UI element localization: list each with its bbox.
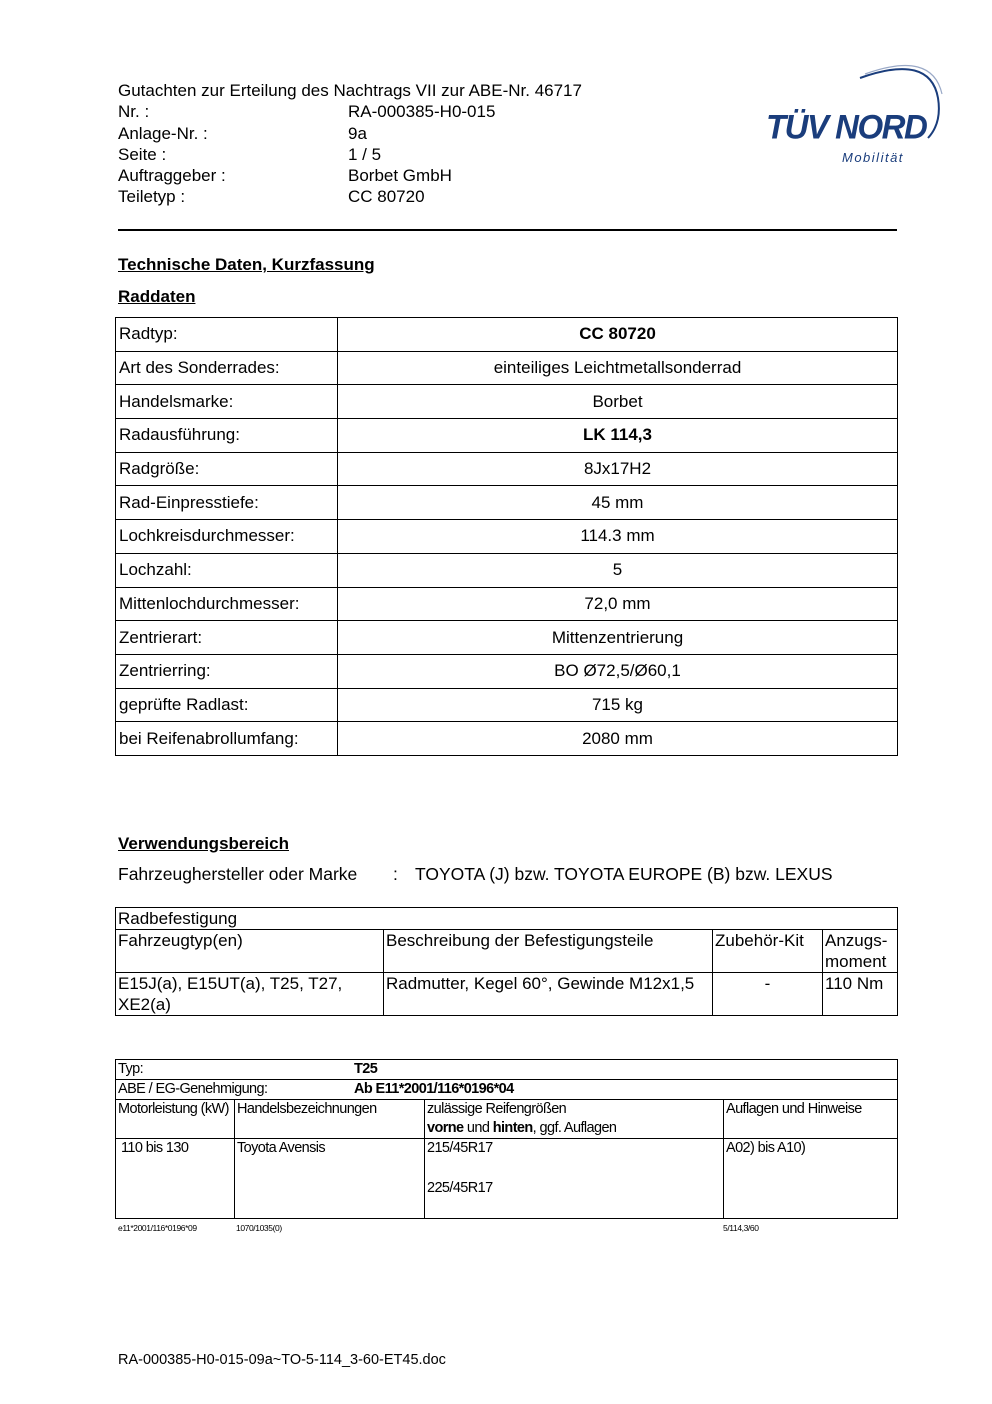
reifen-header-vorne: vorne — [427, 1120, 464, 1136]
table-row — [116, 973, 898, 1016]
row-label: Mittenlochdurchmesser: — [116, 587, 338, 621]
table-row — [116, 1139, 898, 1219]
header-field-label: Nr. : — [118, 102, 150, 122]
table-row — [116, 1060, 898, 1080]
reifen-header-text: zulässige Reifengrößen — [427, 1101, 567, 1117]
row-label: Lochzahl: — [116, 553, 338, 587]
tuv-nord-logo — [760, 58, 950, 173]
table-row — [116, 318, 898, 352]
radbefestigung-table — [115, 907, 898, 1016]
header-field-value: Borbet GmbH — [348, 166, 452, 186]
row-label: Zentrierart: — [116, 621, 338, 655]
row-label: Lochkreisdurchmesser: — [116, 520, 338, 554]
logo-subtitle: Mobilität — [842, 150, 904, 165]
table-cell: 110 bis 130 — [116, 1139, 235, 1219]
row-value: 5 — [338, 553, 898, 587]
column-header: Handelsbezeichnungen — [235, 1100, 425, 1139]
table-header-row — [116, 930, 898, 973]
fahrzeughersteller-line — [118, 864, 833, 885]
row-label: Rad-Einpresstiefe: — [116, 486, 338, 520]
row-value: LK 114,3 — [338, 419, 898, 453]
reifen-header-und: und — [463, 1120, 493, 1136]
section-heading-verwendungsbereich: Verwendungsbereich — [118, 834, 289, 853]
row-value: Borbet — [338, 385, 898, 419]
row-label: Radausführung: — [116, 419, 338, 453]
header-field-value: CC 80720 — [348, 187, 425, 207]
header-field-value: 9a — [348, 123, 367, 143]
row-value: 715 kg — [338, 688, 898, 722]
document-title: Gutachten zur Erteilung des Nachtrags VII zur ABE-Nr. 46717 — [118, 81, 582, 100]
row-label: Zentrierring: — [116, 654, 338, 688]
column-header: Motorleistung (kW) — [116, 1100, 235, 1139]
header-field-label: Anlage-Nr. : — [118, 123, 208, 143]
document-header — [118, 80, 582, 208]
reifen-value: 215/45R17 — [427, 1140, 493, 1156]
header-field-label: Teiletyp : — [118, 187, 186, 207]
reifen-header-hinten: hinten — [492, 1120, 533, 1136]
abe-row — [116, 1080, 898, 1100]
table-cell: Toyota Avensis — [235, 1139, 425, 1219]
table-row — [116, 908, 898, 930]
fahrzeughersteller-colon: : — [393, 864, 398, 884]
table-row — [116, 722, 898, 756]
typ-table — [115, 1059, 898, 1219]
header-field — [118, 165, 582, 186]
document-footer-filename: RA-000385-H0-015-09a~TO-5-114_3-60-ET45.doc — [118, 1352, 446, 1368]
row-value: 72,0 mm — [338, 587, 898, 621]
table-row — [116, 587, 898, 621]
column-header: Beschreibung der Befestigungsteile — [384, 930, 713, 973]
fahrzeughersteller-label: Fahrzeughersteller oder Marke — [118, 864, 358, 884]
column-header: Fahrzeugtyp(en) — [116, 930, 384, 973]
table-row — [116, 452, 898, 486]
section-heading-technische-daten: Technische Daten, Kurzfassung — [118, 255, 375, 274]
header-field — [118, 101, 582, 122]
small-note: 1070/1035(0) — [236, 1223, 282, 1233]
table-row — [116, 486, 898, 520]
table-cell: 110 Nm — [823, 973, 898, 1016]
table-row — [116, 351, 898, 385]
abe-label: ABE / EG-Genehmigung: — [118, 1081, 268, 1097]
table-header-row — [116, 1100, 898, 1139]
row-value: 114.3 mm — [338, 520, 898, 554]
header-field-value: RA-000385-H0-015 — [348, 102, 496, 122]
table-row — [116, 688, 898, 722]
header-field — [118, 123, 582, 144]
row-label: Art des Sonderrades: — [116, 351, 338, 385]
reifen-value: 225/45R17 — [427, 1180, 493, 1196]
small-note: e11*2001/116*0196*09 — [118, 1223, 197, 1233]
fahrzeughersteller-value: TOYOTA (J) bzw. TOYOTA EUROPE (B) bzw. LEXUS — [415, 864, 833, 884]
small-note: 5/114,3/60 — [723, 1223, 759, 1233]
row-label: Handelsmarke: — [116, 385, 338, 419]
abe-value: Ab E11*2001/116*0196*04 — [354, 1081, 514, 1097]
row-value: CC 80720 — [338, 318, 898, 352]
row-value: Mittenzentrierung — [338, 621, 898, 655]
header-field — [118, 144, 582, 165]
table-cell: A02) bis A10) — [724, 1139, 898, 1219]
column-header-reifen — [425, 1100, 724, 1139]
table-cell: Radmutter, Kegel 60°, Gewinde M12x1,5 — [384, 973, 713, 1016]
table-row — [116, 1080, 898, 1100]
table-row — [116, 654, 898, 688]
radbefestigung-title: Radbefestigung — [116, 908, 898, 930]
typ-row — [116, 1060, 898, 1080]
table-cell: - — [713, 973, 823, 1016]
row-label: bei Reifenabrollumfang: — [116, 722, 338, 756]
table-row — [116, 553, 898, 587]
table-cell-reifen — [425, 1139, 724, 1219]
typ-label: Typ: — [118, 1061, 143, 1077]
row-value: 2080 mm — [338, 722, 898, 756]
column-header: Zubehör-Kit — [713, 930, 823, 973]
column-header: Auflagen und Hinweise — [724, 1100, 898, 1139]
logo-wordmark: TÜV NORD — [766, 107, 927, 146]
typ-value: T25 — [354, 1061, 378, 1077]
row-value: 8Jx17H2 — [338, 452, 898, 486]
header-field — [118, 186, 582, 207]
row-label: geprüfte Radlast: — [116, 688, 338, 722]
table-row — [116, 621, 898, 655]
table-cell: E15J(a), E15UT(a), T25, T27, XE2(a) — [116, 973, 384, 1016]
table-row — [116, 419, 898, 453]
row-label: Radgröße: — [116, 452, 338, 486]
raddaten-table — [115, 317, 898, 756]
row-value: 45 mm — [338, 486, 898, 520]
table-row — [116, 385, 898, 419]
section-heading-raddaten: Raddaten — [118, 287, 196, 306]
row-value: BO Ø72,5/Ø60,1 — [338, 654, 898, 688]
row-label: Radtyp: — [116, 318, 338, 352]
row-value: einteiliges Leichtmetallsonderrad — [338, 351, 898, 385]
header-field-label: Auftraggeber : — [118, 166, 226, 186]
table-row — [116, 520, 898, 554]
header-divider — [118, 229, 897, 231]
column-header: Anzugs-moment — [823, 930, 898, 973]
reifen-header-auflagen: , ggf. Auflagen — [532, 1120, 617, 1136]
header-field-label: Seite : — [118, 144, 167, 164]
header-field-value: 1 / 5 — [348, 144, 382, 164]
